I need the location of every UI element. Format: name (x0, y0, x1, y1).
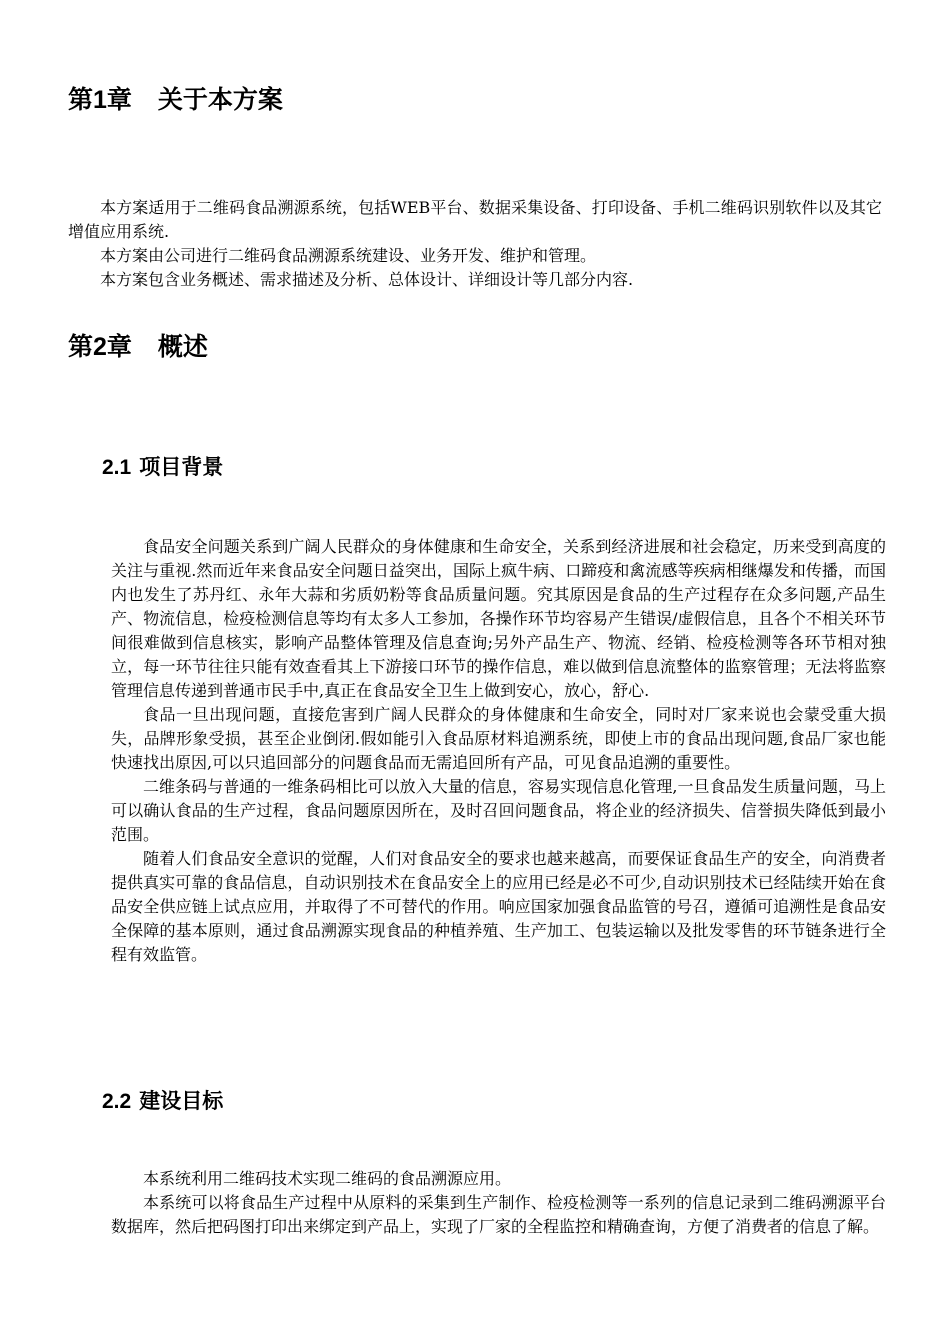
chapter-1-paragraph: 本方案包含业务概述、需求描述及分析、总体设计、详细设计等几部分内容. (100, 270, 634, 289)
section-2-2-paragraph: 本系统利用二维码技术实现二维码的食品溯源应用。 (143, 1169, 512, 1188)
chapter-1-title: 关于本方案 (157, 86, 283, 114)
section-2-2-paragraph: 本系统可以将食品生产过程中从原料的采集到生产制作、检疫检测等一系列的信息记录到二维码溯源平台数据库，然后把码图打印出来绑定到产品上，实现了厂家的全程监控和精确查询，方便了消费者的信息了解。 (111, 1193, 886, 1236)
section-2-1-paragraph: 随着人们食品安全意识的觉醒，人们对食品安全的要求也越来越高，而要保证食品生产的安全，向消费者提供真实可靠的食品信息，自动识别技术在食品安全上的应用已经是必不可少,自动识别技术已经陆续开始在食品安全供应链上试点应用，并取得了不可替代的作用。响应国家加强食品监管的号召，遵循可追溯性是食品安全保障的基本原则，通过食品溯源实现食品的种植养殖、生产加工、包装运输以及批发零售的环节链条进行全程有效监管。 (111, 849, 886, 964)
section-2-1-number: 2.1 (102, 456, 132, 479)
section-2-1-title: 项目背景 (139, 456, 224, 479)
section-2-2-title: 建设目标 (139, 1090, 224, 1113)
section-2-1-paragraph: 二维条码与普通的一维条码相比可以放入大量的信息，容易实现信息化管理,一旦食品发生质量问题，马上可以确认食品的生产过程，食品问题原因所在，及时召回问题食品，将企业的经济损失、信誉损失降低到最小范围。 (111, 777, 886, 844)
chapter-1-number: 第1章 (68, 86, 132, 114)
chapter-2-title: 概述 (157, 333, 208, 361)
section-2-1-heading (102, 454, 223, 482)
section-2-2-heading (102, 1088, 223, 1116)
chapter-1-paragraph: 本方案适用于二维码食品溯源系统，包括WEB平台、数据采集设备、打印设备、手机二维码识别软件以及其它增值应用系统. (68, 198, 882, 241)
section-2-1-paragraph: 食品安全问题关系到广阔人民群众的身体健康和生命安全，关系到经济进展和社会稳定，历来受到高度的关注与重视.然而近年来食品安全问题日益突出，国际上疯牛病、口蹄疫和禽流感等疾病相继爆发和传播，而国内也发生了苏丹红、永年大蒜和劣质奶粉等食品质量问题。究其原因是食品的生产过程存在众多问题,产品生产、物流信息，检疫检测信息等均有太多人工参加，各操作环节均容易产生错误/虚假信息，且各个不相关环节间很难做到信息核实，影响产品整体管理及信息查询;另外产品生产、物流、经销、检疫检测等各环节相对独立，每一环节往往只能有效查看其上下游接口环节的操作信息，难以做到信息流整体的监察管理；无法将监察管理信息传递到普通市民手中,真正在食品安全卫生上做到安心，放心，舒心. (111, 537, 886, 700)
section-2-1-body (111, 535, 886, 967)
section-2-1-paragraph: 食品一旦出现问题，直接危害到广阔人民群众的身体健康和生命安全，同时对厂家来说也会蒙受重大损失，品牌形象受损，甚至企业倒闭.假如能引入食品原材料追溯系统，即使上市的食品出现问题,食品厂家也能快速找出原因,可以只追回部分的问题食品而无需追回所有产品，可见食品追溯的重要性。 (111, 705, 886, 772)
chapter-2-number: 第2章 (68, 333, 132, 361)
chapter-2-heading (68, 331, 208, 363)
section-2-2-body (111, 1167, 886, 1239)
section-2-2-number: 2.2 (102, 1090, 132, 1113)
chapter-1-body (68, 196, 882, 292)
chapter-1-paragraph: 本方案由公司进行二维码食品溯源系统建设、业务开发、维护和管理。 (100, 246, 597, 265)
chapter-1-heading (68, 84, 283, 116)
